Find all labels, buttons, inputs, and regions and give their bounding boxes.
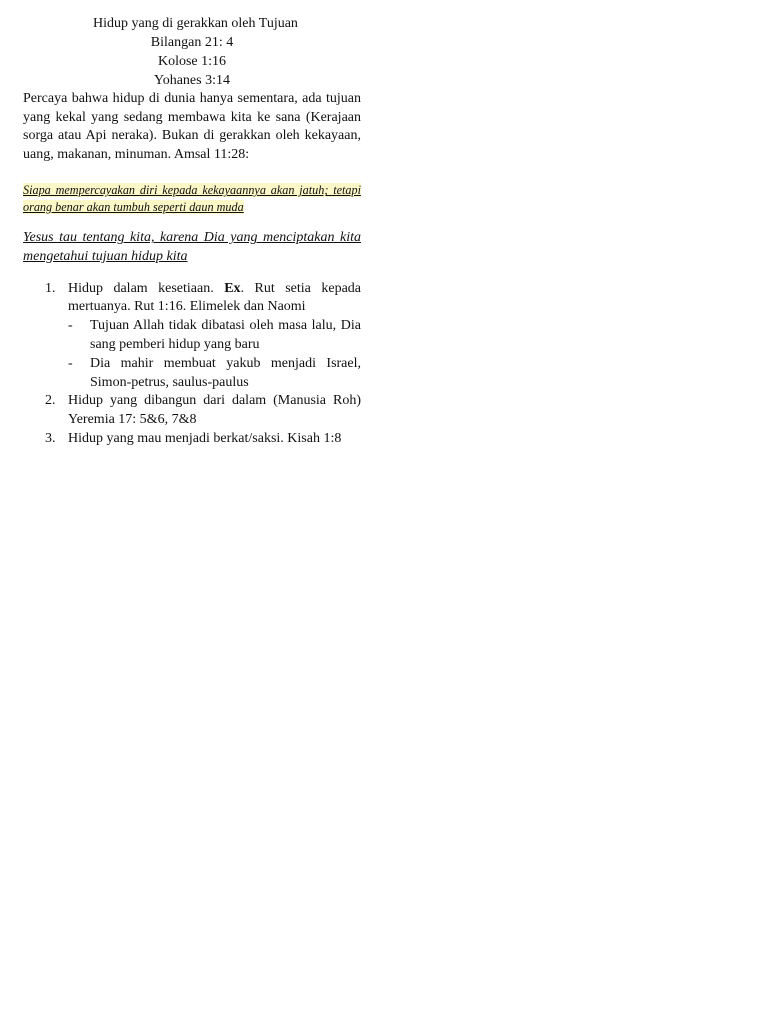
dash-bullet: - (68, 318, 73, 334)
sub-list-item (68, 317, 361, 355)
sub-item-text: Dia mahir membuat yakub menjadi Israel, Simon-petrus, saulus-paulus (90, 355, 361, 390)
highlighted-quote (23, 182, 361, 216)
list-item (23, 430, 361, 449)
point-text: Hidup yang mau menjadi berkat/saksi. Kisah 1:8 (68, 430, 342, 446)
list-number: 1. (45, 280, 56, 296)
quote-text: Siapa mempercayakan diri kepada kekayaannya akan jatuh; tetapi orang benar akan tumbuh seperti daun muda (23, 183, 361, 215)
statement-paragraph: Yesus tau tentang kita, karena Dia yang menciptakan kita mengetahui tujuan hidup kita (23, 230, 361, 264)
list-number: 2. (45, 393, 56, 409)
list-item (23, 392, 361, 430)
points-list (23, 280, 361, 449)
document-title: Hidup yang di gerakkan oleh Tujuan (93, 16, 298, 31)
point-text-end: . Rut setia kepada mertuanya. Rut 1:16. Elimelek dan Naomi (68, 280, 362, 315)
list-item (23, 280, 361, 393)
scripture-reference: Yohanes 3:14 (154, 73, 230, 88)
list-number: 3. (45, 430, 56, 446)
sub-list-item (68, 355, 361, 393)
intro-paragraph: Percaya bahwa hidup di dunia hanya sementara, ada tujuan yang kekal yang sedang membawa kita ke sana (Kerajaan sorga atau Api neraka). Bukan di gerakkan oleh kekayaan, uang, makanan, minuman. Amsal 11:28: (23, 91, 361, 162)
point-text-start: Hidup dalam kesetiaan. (68, 280, 225, 296)
point-bold-text: Ex (224, 280, 241, 296)
document-page (23, 14, 361, 449)
scripture-reference: Bilangan 21: 4 (150, 35, 234, 50)
scripture-reference: Kolose 1:16 (157, 54, 227, 69)
sub-list (68, 317, 361, 392)
dash-bullet: - (68, 355, 73, 371)
sub-item-text: Tujuan Allah tidak dibatasi oleh masa lalu, Dia sang pemberi hidup yang baru (90, 318, 361, 352)
title-block (23, 14, 361, 90)
point-text: Hidup yang dibangun dari dalam (Manusia Roh) Yeremia 17: 5&6, 7&8 (68, 393, 361, 428)
